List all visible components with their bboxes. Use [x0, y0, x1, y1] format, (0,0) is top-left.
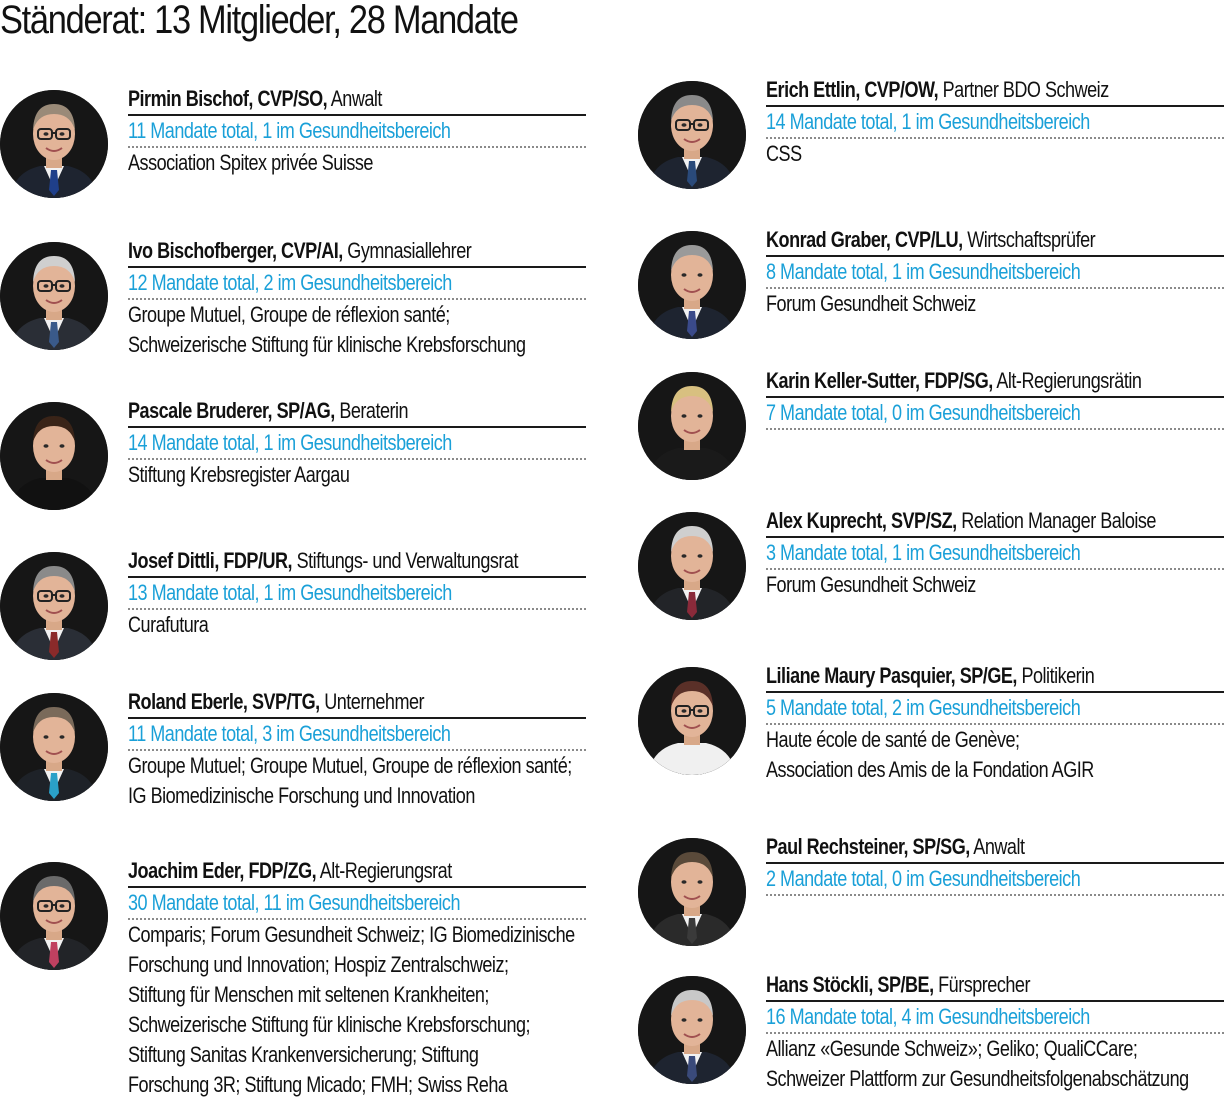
avatar	[0, 402, 108, 510]
mandate-count: 7 Mandate total, 0 im Gesundheitsbereich	[766, 398, 1224, 430]
member-role: Stiftungs- und Verwaltungsrat	[296, 548, 518, 573]
portrait-icon	[638, 976, 746, 1084]
mandate-organisation: Curafutura	[128, 612, 209, 637]
portrait-icon	[0, 402, 108, 510]
mandate-organisation: Schweizer Plattform zur Gesundheitsfolgenabschätzung	[766, 1066, 1189, 1091]
member-role: Anwalt	[330, 86, 382, 111]
member-role: Politikerin	[1021, 663, 1095, 688]
mandate-organisation: Forum Gesundheit Schweiz	[766, 291, 976, 316]
member-role: Unternehmer	[324, 689, 425, 714]
avatar	[0, 90, 108, 198]
avatar	[638, 81, 746, 189]
member-name: Hans Stöckli, SP/BE,	[766, 972, 934, 997]
member-heading	[128, 856, 586, 888]
member-entry	[128, 687, 586, 811]
member-entry	[766, 225, 1224, 319]
avatar	[638, 667, 746, 775]
member-name: Roland Eberle, SVP/TG,	[128, 689, 320, 714]
mandate-organisation: Comparis; Forum Gesundheit Schweiz; IG Biomedizinische	[128, 922, 575, 947]
member-name: Karin Keller-Sutter, FDP/SG,	[766, 368, 993, 393]
portrait-icon	[638, 81, 746, 189]
page-title: Ständerat: 13 Mitglieder, 28 Mandate	[0, 0, 518, 42]
member-entry	[766, 832, 1224, 896]
avatar	[638, 976, 746, 1084]
member-name: Paul Rechsteiner, SP/SG,	[766, 834, 970, 859]
mandate-count: 14 Mandate total, 1 im Gesundheitsbereich	[766, 107, 1224, 139]
member-name: Pirmin Bischof, CVP/SO,	[128, 86, 328, 111]
avatar	[638, 231, 746, 339]
member-heading	[766, 366, 1224, 398]
mandate-organisation: Schweizerische Stiftung für klinische Krebsforschung;	[128, 1012, 531, 1037]
mandate-count: 13 Mandate total, 1 im Gesundheitsbereich	[128, 578, 586, 610]
member-role: Alt-Regierungsrätin	[996, 368, 1142, 393]
member-heading	[766, 832, 1224, 864]
member-heading	[128, 546, 586, 578]
member-heading	[766, 75, 1224, 107]
portrait-icon	[638, 838, 746, 946]
mandate-organisation: Forum Gesundheit Schweiz	[766, 572, 976, 597]
member-role: Alt-Regierungsrat	[319, 858, 452, 883]
member-entry	[128, 546, 586, 640]
member-role: Relation Manager Baloise	[961, 508, 1156, 533]
mandate-organisation: CSS	[766, 141, 802, 166]
member-heading	[128, 236, 586, 268]
avatar	[638, 512, 746, 620]
member-entry	[128, 84, 586, 178]
mandate-count: 11 Mandate total, 3 im Gesundheitsbereich	[128, 719, 586, 751]
mandate-organisation: IG Biomedizinische Forschung und Innovation	[128, 783, 475, 808]
member-name: Liliane Maury Pasquier, SP/GE,	[766, 663, 1017, 688]
avatar	[638, 372, 746, 480]
portrait-icon	[638, 231, 746, 339]
mandate-organisation: Schweizerische Stiftung für klinische Krebsforschung	[128, 332, 526, 357]
member-entry	[128, 856, 586, 1100]
member-role: Wirtschaftsprüfer	[967, 227, 1096, 252]
member-entry	[766, 661, 1224, 785]
portrait-icon	[0, 90, 108, 198]
mandate-organisation: Forschung und Innovation; Hospiz Zentralschweiz;	[128, 952, 509, 977]
member-role: Anwalt	[973, 834, 1025, 859]
member-role: Partner BDO Schweiz	[942, 77, 1109, 102]
mandate-organisation: Allianz «Gesunde Schweiz»; Geliko; QualiCCare;	[766, 1036, 1138, 1061]
member-entry	[766, 506, 1224, 600]
mandate-count: 2 Mandate total, 0 im Gesundheitsbereich	[766, 864, 1224, 896]
member-name: Alex Kuprecht, SVP/SZ,	[766, 508, 957, 533]
avatar	[0, 552, 108, 660]
member-role: Fürsprecher	[938, 972, 1030, 997]
mandate-organisation: Groupe Mutuel; Groupe Mutuel, Groupe de réflexion santé;	[128, 753, 572, 778]
member-heading	[128, 84, 586, 116]
member-entry	[766, 75, 1224, 169]
member-heading	[766, 506, 1224, 538]
mandate-count: 30 Mandate total, 11 im Gesundheitsbereich	[128, 888, 586, 920]
member-entry	[128, 236, 586, 360]
portrait-icon	[0, 693, 108, 801]
portrait-icon	[638, 372, 746, 480]
avatar	[0, 693, 108, 801]
member-heading	[766, 970, 1224, 1002]
member-heading	[128, 687, 586, 719]
member-entry	[766, 970, 1224, 1094]
member-entry	[766, 366, 1224, 430]
portrait-icon	[0, 862, 108, 970]
member-name: Joachim Eder, FDP/ZG,	[128, 858, 317, 883]
member-name: Erich Ettlin, CVP/OW,	[766, 77, 939, 102]
member-name: Konrad Graber, CVP/LU,	[766, 227, 963, 252]
mandate-organisation: Association des Amis de la Fondation AGIR	[766, 757, 1094, 782]
member-role: Gymnasiallehrer	[347, 238, 472, 263]
portrait-icon	[0, 552, 108, 660]
mandate-count: 5 Mandate total, 2 im Gesundheitsbereich	[766, 693, 1224, 725]
mandate-organisation: Haute école de santé de Genève;	[766, 727, 1020, 752]
mandate-count: 3 Mandate total, 1 im Gesundheitsbereich	[766, 538, 1224, 570]
mandate-organisation: Stiftung für Menschen mit seltenen Krankheiten;	[128, 982, 489, 1007]
member-name: Pascale Bruderer, SP/AG,	[128, 398, 335, 423]
mandate-count: 12 Mandate total, 2 im Gesundheitsbereich	[128, 268, 586, 300]
portrait-icon	[638, 667, 746, 775]
member-heading	[766, 225, 1224, 257]
mandate-count: 16 Mandate total, 4 im Gesundheitsbereich	[766, 1002, 1224, 1034]
member-name: Josef Dittli, FDP/UR,	[128, 548, 293, 573]
member-heading	[128, 396, 586, 428]
mandate-count: 11 Mandate total, 1 im Gesundheitsbereich	[128, 116, 586, 148]
mandate-organisation: Association Spitex privée Suisse	[128, 150, 373, 175]
mandate-organisation: Stiftung Krebsregister Aargau	[128, 462, 350, 487]
avatar	[0, 242, 108, 350]
portrait-icon	[0, 242, 108, 350]
member-heading	[766, 661, 1224, 693]
mandate-count: 8 Mandate total, 1 im Gesundheitsbereich	[766, 257, 1224, 289]
mandate-count: 14 Mandate total, 1 im Gesundheitsbereich	[128, 428, 586, 460]
mandate-organisation: Stiftung Sanitas Krankenversicherung; Stiftung	[128, 1042, 479, 1067]
member-name: Ivo Bischofberger, CVP/AI,	[128, 238, 343, 263]
portrait-icon	[638, 512, 746, 620]
avatar	[0, 862, 108, 970]
avatar	[638, 838, 746, 946]
mandate-organisation: Forschung 3R; Stiftung Micado; FMH; Swiss Reha	[128, 1072, 508, 1097]
mandate-organisation: Groupe Mutuel, Groupe de réflexion santé;	[128, 302, 450, 327]
member-role: Beraterin	[339, 398, 409, 423]
member-entry	[128, 396, 586, 490]
